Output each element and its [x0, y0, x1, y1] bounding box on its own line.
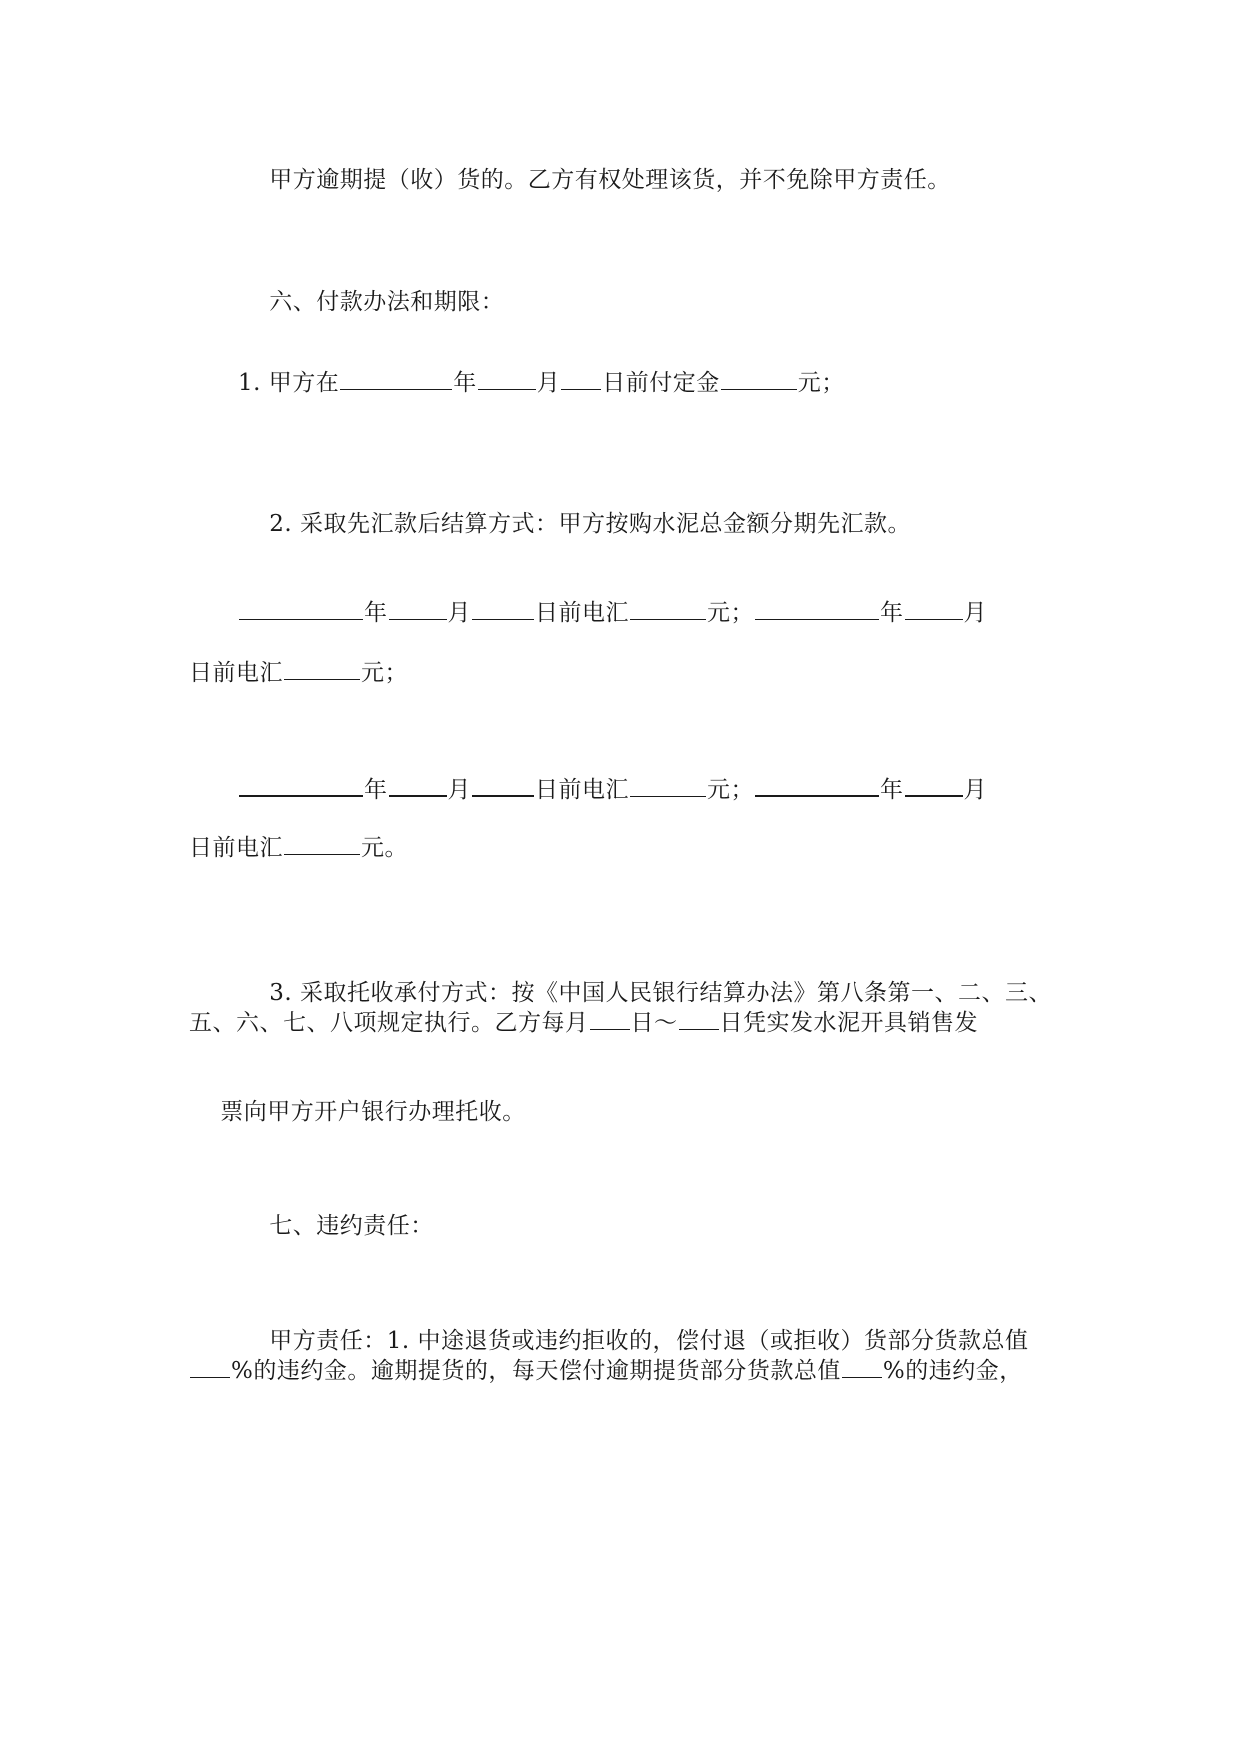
clause-text: %的违约金，	[882, 1358, 1023, 1384]
heading-text: 七、违约责任：	[269, 1213, 434, 1239]
currency-label: 元；	[797, 370, 845, 396]
clause-text: 票向甲方开户银行办理托收。	[220, 1099, 526, 1125]
blank-field-year[interactable]	[340, 367, 452, 390]
month-label: 月	[963, 600, 987, 626]
clause-text: 日～	[630, 1010, 678, 1036]
clause-text: 日凭实发水泥开具销售发	[719, 1010, 978, 1036]
clause-deposit	[238, 367, 845, 398]
paragraph-late-pickup	[238, 135, 951, 225]
section-heading-payment	[238, 257, 504, 347]
clause-text: 日前电汇	[189, 660, 283, 686]
clause-text: 3. 采取托收承付方式：按《中国人民银行结算办法》第八条第一、二、三、	[269, 980, 1053, 1006]
clause-collection-end	[189, 1067, 526, 1157]
clause-collection-cont	[189, 1007, 978, 1038]
remit-row-2-cont	[189, 832, 408, 863]
clause-party-a-liability-cont	[189, 1355, 1023, 1386]
clause-text: 甲方责任：1. 中途退货或违约拒收的，偿付退（或拒收）货部分货款总值	[269, 1328, 1029, 1354]
blank-field-month[interactable]	[905, 597, 963, 620]
blank-field-year[interactable]	[755, 773, 879, 797]
month-label: 月	[447, 600, 471, 626]
paragraph-text: 甲方逾期提（收）货的。乙方有权处理该货，并不免除甲方责任。	[269, 167, 951, 193]
clause-text: 日前电汇	[535, 600, 629, 626]
month-label: 月	[963, 777, 987, 803]
clause-text: %的违约金。逾期提货的，每天偿付逾期提货部分货款总值	[231, 1358, 841, 1384]
blank-field-month[interactable]	[389, 597, 447, 620]
blank-field-amount[interactable]	[284, 657, 360, 680]
blank-field-year[interactable]	[239, 773, 363, 797]
year-label: 年	[880, 600, 904, 626]
month-label: 月	[536, 370, 561, 396]
blank-field-amount[interactable]	[284, 832, 360, 855]
blank-field-month[interactable]	[389, 773, 447, 797]
blank-field-percent[interactable]	[842, 1355, 882, 1378]
blank-field-month[interactable]	[478, 367, 536, 390]
remit-row-2	[238, 773, 987, 805]
heading-text: 六、付款办法和期限：	[269, 289, 505, 315]
year-label: 年	[453, 370, 477, 396]
year-label: 年	[880, 777, 904, 803]
clause-remit-first	[238, 479, 911, 569]
blank-field-percent[interactable]	[190, 1355, 230, 1378]
clause-text: 日前付定金	[602, 370, 720, 396]
blank-field-day[interactable]	[472, 597, 534, 620]
currency-label: 元；	[361, 660, 408, 686]
year-label: 年	[364, 777, 388, 803]
blank-field-month[interactable]	[905, 773, 963, 797]
blank-field-day-start[interactable]	[590, 1007, 630, 1030]
blank-field-day-end[interactable]	[679, 1007, 719, 1030]
clause-text: 2. 采取先汇款后结算方式：甲方按购水泥总金额分期先汇款。	[269, 511, 912, 537]
blank-field-day[interactable]	[561, 367, 601, 390]
month-label: 月	[447, 777, 471, 803]
currency-label: 元。	[361, 835, 408, 861]
blank-field-amount[interactable]	[630, 774, 706, 797]
section-heading-liability	[238, 1181, 434, 1271]
blank-field-day[interactable]	[472, 773, 534, 797]
remit-row-1-cont	[189, 657, 408, 688]
blank-field-amount[interactable]	[721, 367, 797, 390]
remit-row-1	[238, 597, 987, 628]
year-label: 年	[364, 600, 388, 626]
blank-field-year[interactable]	[755, 597, 879, 620]
clause-text: 五、六、七、八项规定执行。乙方每月	[189, 1010, 589, 1036]
blank-field-amount[interactable]	[630, 597, 706, 620]
blank-field-year[interactable]	[239, 597, 363, 620]
clause-text: 日前电汇	[189, 835, 283, 861]
clause-text: 日前电汇	[535, 777, 629, 803]
clause-text: 1. 甲方在	[238, 370, 340, 396]
currency-label: 元；	[707, 777, 754, 803]
currency-label: 元；	[707, 600, 754, 626]
